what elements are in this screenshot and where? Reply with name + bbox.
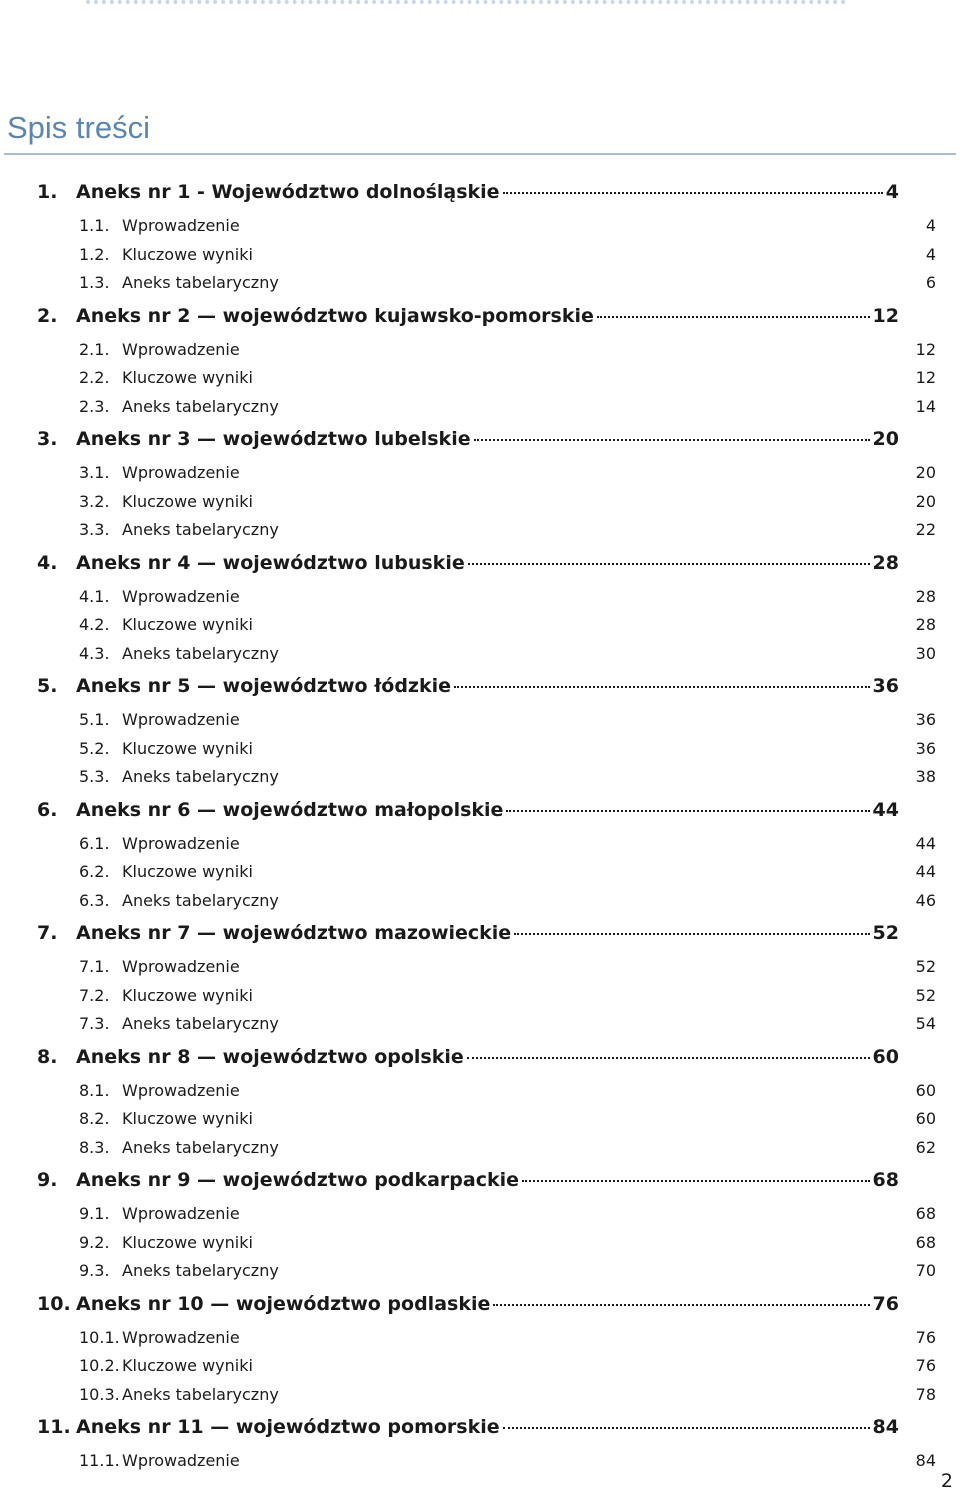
- toc-subsection-title[interactable]: Aneks tabelaryczny: [122, 767, 279, 786]
- toc-section-leader: [76, 428, 899, 450]
- toc-subsection-title[interactable]: Aneks tabelaryczny: [122, 1014, 279, 1033]
- toc-section[interactable]: [0, 916, 960, 954]
- toc-section-leader: [76, 675, 899, 697]
- toc-subsection[interactable]: [0, 394, 960, 423]
- toc-subsection[interactable]: [0, 1258, 960, 1287]
- toc-subsection-number: 4.2.: [79, 615, 110, 634]
- toc-section[interactable]: [0, 299, 960, 337]
- toc-subsection[interactable]: [0, 1106, 960, 1135]
- toc-subsection-page: 68: [915, 1204, 936, 1223]
- toc-section-page: 36: [872, 675, 899, 697]
- toc-subsection-page: 12: [915, 339, 936, 359]
- toc-subsection[interactable]: [0, 888, 960, 917]
- toc-subsection-title[interactable]: Aneks tabelaryczny: [122, 1261, 279, 1280]
- toc-subsection-number: 5.3.: [79, 767, 110, 786]
- toc-section-page: 60: [872, 1045, 899, 1068]
- toc-subsection-page: 84: [915, 1451, 936, 1470]
- toc-subsection[interactable]: [0, 1448, 960, 1477]
- toc-section-title[interactable]: Aneks nr 2 — województwo kujawsko-pomorskie: [76, 304, 594, 327]
- toc-subsection[interactable]: [0, 736, 960, 765]
- toc-subsection-title[interactable]: Wprowadzenie: [122, 586, 240, 606]
- toc-subsection-number: 6.1.: [79, 833, 110, 853]
- toc-section-page: 76: [872, 1292, 899, 1315]
- toc-subsection-title[interactable]: Wprowadzenie: [122, 1080, 240, 1100]
- toc-section-title[interactable]: Aneks nr 4 — województwo lubuskie: [76, 551, 465, 574]
- toc-subsection-page: 44: [915, 833, 936, 853]
- toc-subsection-title[interactable]: Kluczowe wyniki: [122, 1232, 253, 1252]
- dot-leader: [597, 316, 870, 318]
- toc-subsection-page: 52: [915, 985, 936, 1005]
- toc-section-leader: [76, 922, 899, 944]
- toc-subsection-title[interactable]: Kluczowe wyniki: [122, 862, 253, 881]
- toc-subsection-page: 28: [915, 586, 936, 606]
- toc-subsection-title[interactable]: Kluczowe wyniki: [122, 985, 253, 1005]
- page-number: 2: [940, 1470, 953, 1492]
- toc-subsection-number: 8.1.: [79, 1080, 110, 1100]
- header-dotted-line: [86, 0, 846, 10]
- toc-subsection-title[interactable]: Aneks tabelaryczny: [122, 1384, 279, 1404]
- toc-subsection[interactable]: [0, 213, 960, 242]
- table-of-contents: [0, 175, 960, 1477]
- toc-subsection-page: 22: [915, 520, 936, 539]
- toc-subsection-number: 10.1.: [79, 1327, 120, 1347]
- toc-subsection[interactable]: [0, 1325, 960, 1354]
- toc-section[interactable]: [0, 1163, 960, 1201]
- toc-subsection[interactable]: [0, 612, 960, 641]
- toc-subsection-page: 70: [915, 1261, 936, 1280]
- toc-subsection-number: 1.1.: [79, 216, 110, 235]
- dot-leader: [522, 1180, 870, 1182]
- toc-subsection-title[interactable]: Aneks tabelaryczny: [122, 1137, 279, 1157]
- toc-section-page: 4: [885, 181, 899, 203]
- toc-subsection-page: 38: [915, 767, 936, 786]
- toc-section[interactable]: [0, 546, 960, 584]
- toc-section-number: 2.: [37, 304, 58, 327]
- toc-section-title[interactable]: Aneks nr 8 — województwo opolskie: [76, 1045, 464, 1068]
- toc-subsection-page: 30: [915, 643, 936, 663]
- toc-subsection[interactable]: [0, 1011, 960, 1040]
- toc-section-number: 4.: [37, 551, 58, 574]
- toc-subsection-page: 14: [915, 396, 936, 416]
- dot-leader: [468, 563, 870, 565]
- toc-subsection-title[interactable]: Wprowadzenie: [122, 1327, 240, 1347]
- toc-subsection-page: 54: [915, 1014, 936, 1033]
- toc-subsection-title[interactable]: Wprowadzenie: [122, 1204, 240, 1223]
- toc-subsection-title[interactable]: Kluczowe wyniki: [122, 491, 253, 511]
- toc-subsection-title[interactable]: Aneks tabelaryczny: [122, 643, 279, 663]
- page-title: Spis treści: [7, 110, 150, 145]
- toc-section[interactable]: [0, 1287, 960, 1325]
- toc-subsection-page: 46: [915, 890, 936, 910]
- toc-section-title[interactable]: Aneks nr 7 — województwo mazowieckie: [76, 922, 512, 944]
- toc-section-page: 20: [872, 428, 899, 450]
- toc-section[interactable]: [0, 669, 960, 707]
- toc-section-page: 84: [872, 1416, 899, 1438]
- toc-subsection-page: 6: [925, 273, 936, 292]
- toc-subsection[interactable]: [0, 859, 960, 888]
- toc-subsection[interactable]: [0, 641, 960, 670]
- dot-leader: [493, 1304, 869, 1306]
- toc-subsection[interactable]: [0, 365, 960, 394]
- toc-subsection-title[interactable]: Aneks tabelaryczny: [122, 520, 279, 539]
- dot-leader: [506, 810, 869, 812]
- toc-section-number: 3.: [37, 428, 58, 450]
- toc-section-leader: [76, 1169, 899, 1191]
- toc-subsection-number: 2.1.: [79, 339, 110, 359]
- toc-subsection[interactable]: [0, 1135, 960, 1164]
- toc-subsection-title[interactable]: Wprowadzenie: [122, 1451, 240, 1470]
- toc-subsection-page: 4: [925, 216, 936, 235]
- toc-subsection-page: 12: [915, 368, 936, 387]
- toc-section-title[interactable]: Aneks nr 6 — województwo małopolskie: [76, 798, 504, 821]
- toc-subsection-title[interactable]: Wprowadzenie: [122, 710, 240, 729]
- toc-section-number: 11.: [37, 1416, 71, 1438]
- toc-section[interactable]: [0, 175, 960, 213]
- toc-subsection-page: 76: [915, 1327, 936, 1347]
- toc-subsection-title[interactable]: Kluczowe wyniki: [122, 244, 253, 264]
- toc-section[interactable]: [0, 422, 960, 460]
- toc-section-number: 5.: [37, 675, 58, 697]
- dot-leader: [514, 933, 869, 935]
- toc-section-page: 68: [872, 1169, 899, 1191]
- dot-leader: [454, 686, 870, 688]
- toc-subsection-number: 3.2.: [79, 491, 110, 511]
- toc-section-leader: [76, 1416, 899, 1438]
- toc-subsection-number: 10.2.: [79, 1356, 120, 1375]
- dot-leader: [467, 1057, 870, 1059]
- toc-subsection-number: 3.1.: [79, 463, 110, 482]
- toc-section-title[interactable]: Aneks nr 3 — województwo lubelskie: [76, 428, 471, 450]
- toc-subsection-page: 36: [915, 710, 936, 729]
- toc-section-leader: [76, 1046, 899, 1068]
- toc-subsection-number: 5.1.: [79, 710, 110, 729]
- toc-subsection-page: 62: [915, 1137, 936, 1157]
- toc-subsection-number: 4.3.: [79, 643, 110, 663]
- toc-subsection-title[interactable]: Aneks tabelaryczny: [122, 890, 279, 910]
- toc-section[interactable]: [0, 1040, 960, 1078]
- toc-subsection-page: 20: [915, 491, 936, 511]
- toc-subsection-number: 6.2.: [79, 862, 110, 881]
- toc-subsection-number: 8.2.: [79, 1109, 110, 1128]
- toc-subsection-number: 1.2.: [79, 244, 110, 264]
- toc-subsection-number: 9.2.: [79, 1232, 110, 1252]
- toc-subsection-number: 11.1.: [79, 1451, 120, 1470]
- toc-subsection-title[interactable]: Wprowadzenie: [122, 463, 240, 482]
- toc-subsection-number: 2.3.: [79, 396, 110, 416]
- toc-subsection-number: 7.2.: [79, 985, 110, 1005]
- toc-subsection-title[interactable]: Kluczowe wyniki: [122, 368, 253, 387]
- toc-section-number: 9.: [37, 1169, 58, 1191]
- toc-subsection-page: 68: [915, 1232, 936, 1252]
- toc-section-number: 10.: [37, 1292, 71, 1315]
- toc-subsection[interactable]: [0, 517, 960, 546]
- toc-section-leader: [76, 1293, 899, 1315]
- toc-subsection-number: 1.3.: [79, 273, 110, 292]
- title-rule: [4, 153, 956, 155]
- toc-subsection-title[interactable]: Wprowadzenie: [122, 216, 240, 235]
- dot-leader: [474, 439, 870, 441]
- toc-subsection-number: 5.2.: [79, 738, 110, 758]
- toc-section-title[interactable]: Aneks nr 9 — województwo podkarpackie: [76, 1169, 520, 1191]
- toc-subsection-title[interactable]: Wprowadzenie: [122, 957, 240, 976]
- toc-subsection-number: 7.3.: [79, 1014, 110, 1033]
- toc-subsection-number: 10.3.: [79, 1384, 120, 1404]
- toc-section[interactable]: [0, 1410, 960, 1448]
- toc-subsection-title[interactable]: Kluczowe wyniki: [122, 738, 253, 758]
- toc-section-title[interactable]: Aneks nr 10 — województwo podlaskie: [76, 1292, 491, 1315]
- toc-subsection[interactable]: [0, 707, 960, 736]
- toc-section-page: 52: [872, 922, 899, 944]
- toc-subsection-page: 60: [915, 1109, 936, 1128]
- toc-subsection-number: 9.1.: [79, 1204, 110, 1223]
- toc-subsection[interactable]: [0, 337, 960, 366]
- toc-section-number: 6.: [37, 798, 58, 821]
- toc-subsection-page: 20: [915, 463, 936, 482]
- toc-section-page: 12: [872, 304, 899, 327]
- toc-subsection[interactable]: [0, 764, 960, 793]
- toc-section-number: 1.: [37, 181, 58, 203]
- toc-subsection[interactable]: [0, 1382, 960, 1411]
- toc-section-title[interactable]: Aneks nr 1 - Województwo dolnośląskie: [76, 181, 500, 203]
- toc-subsection[interactable]: [0, 954, 960, 983]
- toc-subsection-title[interactable]: Wprowadzenie: [122, 833, 240, 853]
- toc-section-page: 28: [872, 551, 899, 574]
- toc-subsection[interactable]: [0, 584, 960, 613]
- toc-subsection-number: 3.3.: [79, 520, 110, 539]
- toc-section[interactable]: [0, 793, 960, 831]
- toc-subsection-page: 52: [915, 957, 936, 976]
- toc-subsection[interactable]: [0, 1078, 960, 1107]
- toc-subsection-page: 78: [915, 1384, 936, 1404]
- toc-section-leader: [76, 552, 899, 574]
- toc-subsection-number: 4.1.: [79, 586, 110, 606]
- toc-section-title[interactable]: Aneks nr 11 — województwo pomorskie: [76, 1416, 500, 1438]
- toc-subsection-number: 7.1.: [79, 957, 110, 976]
- toc-subsection[interactable]: [0, 1230, 960, 1259]
- toc-subsection-page: 28: [915, 615, 936, 634]
- toc-subsection-number: 2.2.: [79, 368, 110, 387]
- toc-subsection[interactable]: [0, 270, 960, 299]
- toc-section-number: 7.: [37, 922, 58, 944]
- toc-subsection[interactable]: [0, 1201, 960, 1230]
- toc-subsection-number: 9.3.: [79, 1261, 110, 1280]
- toc-subsection[interactable]: [0, 460, 960, 489]
- toc-section-leader: [76, 305, 899, 327]
- dot-leader: [503, 192, 883, 194]
- toc-subsection-page: 44: [915, 862, 936, 881]
- dot-leader: [503, 1427, 870, 1429]
- toc-subsection-title[interactable]: Kluczowe wyniki: [122, 615, 253, 634]
- toc-section-title[interactable]: Aneks nr 5 — województwo łódzkie: [76, 675, 452, 697]
- toc-subsection-number: 6.3.: [79, 890, 110, 910]
- toc-subsection[interactable]: [0, 242, 960, 271]
- toc-subsection[interactable]: [0, 489, 960, 518]
- toc-subsection[interactable]: [0, 983, 960, 1012]
- toc-subsection-title[interactable]: Aneks tabelaryczny: [122, 273, 279, 292]
- toc-subsection-title[interactable]: Kluczowe wyniki: [122, 1356, 253, 1375]
- toc-subsection[interactable]: [0, 1353, 960, 1382]
- toc-subsection-title[interactable]: Aneks tabelaryczny: [122, 396, 279, 416]
- toc-subsection-page: 4: [925, 244, 936, 264]
- toc-subsection-title[interactable]: Wprowadzenie: [122, 339, 240, 359]
- toc-subsection[interactable]: [0, 831, 960, 860]
- toc-subsection-number: 8.3.: [79, 1137, 110, 1157]
- toc-section-number: 8.: [37, 1045, 58, 1068]
- toc-subsection-page: 60: [915, 1080, 936, 1100]
- toc-subsection-page: 76: [915, 1356, 936, 1375]
- toc-subsection-title[interactable]: Kluczowe wyniki: [122, 1109, 253, 1128]
- toc-section-leader: [76, 799, 899, 821]
- toc-subsection-page: 36: [915, 738, 936, 758]
- toc-section-leader: [76, 181, 899, 203]
- toc-section-page: 44: [872, 798, 899, 821]
